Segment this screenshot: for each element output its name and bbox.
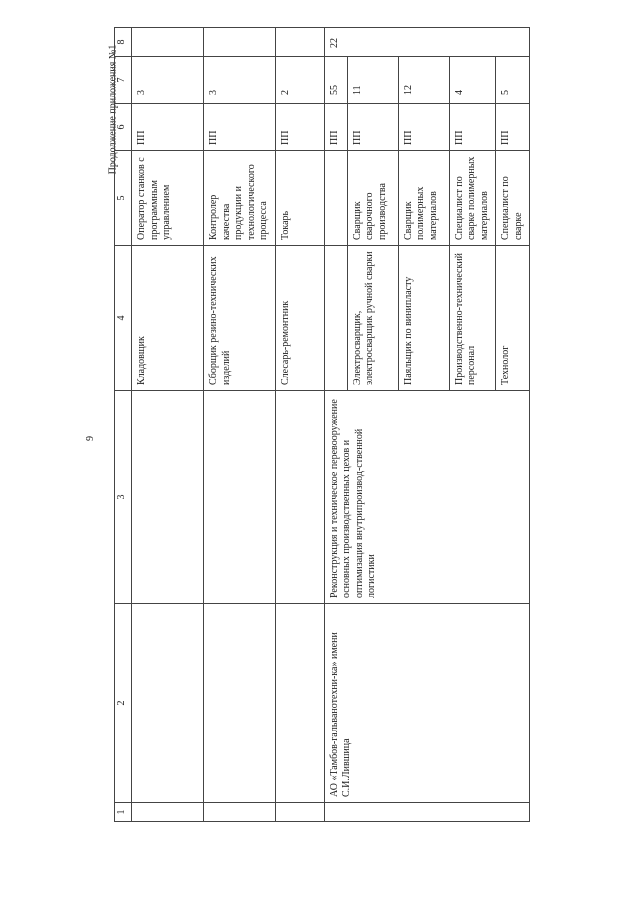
table-cell [132, 604, 204, 803]
table-cell [132, 28, 204, 57]
table-cell: ПП [204, 104, 276, 151]
table-cell: Сварщик полимерных материалов [398, 151, 449, 246]
table-row [132, 28, 204, 822]
col-header-4: 4 [115, 246, 132, 391]
table-cell: Слесарь-ремонтник [275, 246, 324, 391]
table-cell: Производственно-технический персонал [449, 246, 496, 391]
col-header-2: 2 [115, 604, 132, 803]
table-cell [204, 604, 276, 803]
table-cell [275, 28, 324, 57]
table-cell [132, 803, 204, 822]
table-row [204, 28, 276, 822]
table-cell: ПП [449, 104, 496, 151]
table-cell [324, 803, 530, 822]
project-name-cell: Реконструкция и техническое перевооружение основных производственных цехов и оптимизация внутрипроизвод-ственной логистики [324, 391, 530, 604]
table-header-row [115, 28, 132, 822]
table-cell: Специалист по сварке полимерных материалов [449, 151, 496, 246]
table-cell [204, 28, 276, 57]
col-header-6: 6 [115, 104, 132, 151]
col-header-3: 3 [115, 391, 132, 604]
table-cell: Оператор станков с программным управлением [132, 151, 204, 246]
col-header-7: 7 [115, 57, 132, 104]
table-cell [204, 803, 276, 822]
table-cell: ПП [324, 104, 347, 151]
table-cell: Контролер качества продукции и технологического процесса [204, 151, 276, 246]
table-cell [275, 391, 324, 604]
table-cell [204, 391, 276, 604]
table-cell [324, 151, 347, 246]
table-cell: 4 [449, 57, 496, 104]
col-header-5: 5 [115, 151, 132, 246]
table-cell [275, 604, 324, 803]
table-cell: 11 [347, 57, 398, 104]
org-name-cell: АО «Тамбов-гальванотехни-ка» имени С.И.Лившица [324, 604, 530, 803]
table-cell: 5 [496, 57, 530, 104]
table-cell [275, 803, 324, 822]
col-header-1: 1 [115, 803, 132, 822]
table-cell: Специалист по сварке [496, 151, 530, 246]
table-cell: ПП [496, 104, 530, 151]
total-col8-cell: 22 [324, 28, 530, 57]
table-cell [132, 391, 204, 604]
page-number: 9 [85, 436, 96, 441]
staffing-table [114, 27, 530, 822]
table-cell: ПП [132, 104, 204, 151]
table-cell: Электросварщик, электросварщик ручной сварки [347, 246, 398, 391]
col-header-8: 8 [115, 28, 132, 57]
table-row [275, 28, 324, 822]
table-cell: Сборщик резино-технических изделий [204, 246, 276, 391]
table-cell: 55 [324, 57, 347, 104]
table-row [324, 28, 347, 822]
table-cell: Технолог [496, 246, 530, 391]
table-cell: Токарь [275, 151, 324, 246]
table-cell: 12 [398, 57, 449, 104]
table-cell: ПП [275, 104, 324, 151]
table-cell [324, 246, 347, 391]
table-cell: Паяльщик по винипласту [398, 246, 449, 391]
table-cell: 3 [204, 57, 276, 104]
table-cell: 3 [132, 57, 204, 104]
rotated-table-sheet [114, 28, 569, 822]
table-cell: ПП [347, 104, 398, 151]
header-note: Продолжение приложения №1 [107, 44, 119, 175]
table-cell: 2 [275, 57, 324, 104]
table-cell: ПП [398, 104, 449, 151]
table-cell: Сварщик сварочного производства [347, 151, 398, 246]
table-cell: Кладовщик [132, 246, 204, 391]
